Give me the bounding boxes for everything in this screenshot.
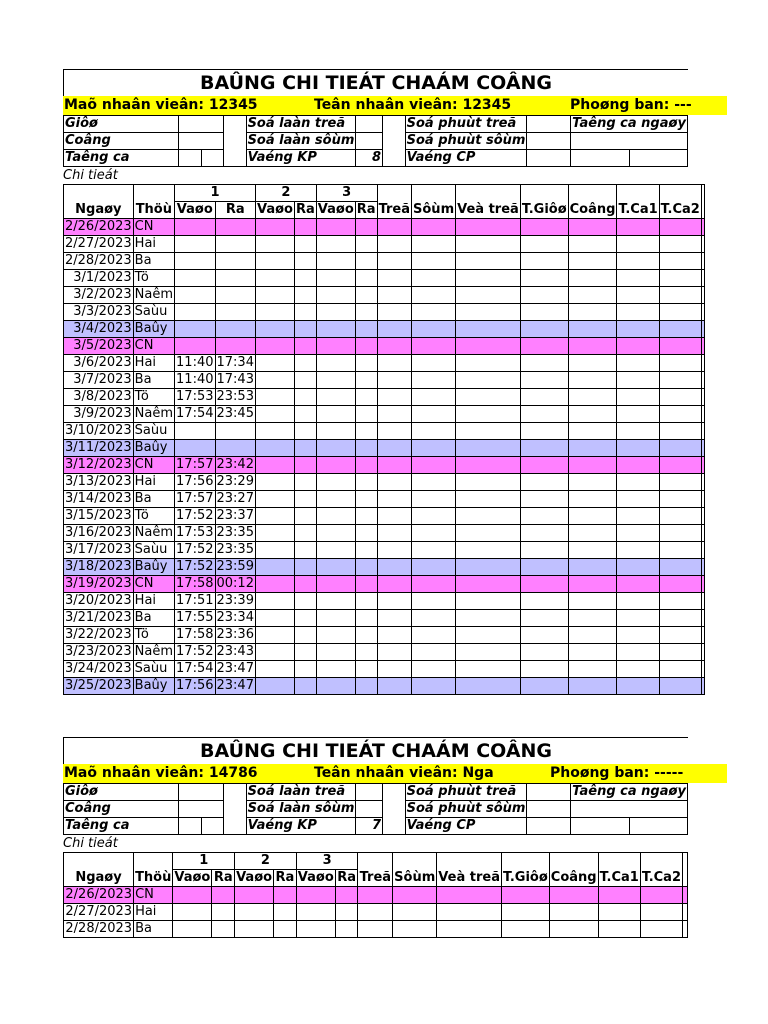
header-tca2: T.Ca2 bbox=[659, 185, 701, 219]
table-row bbox=[64, 406, 705, 423]
row-weekday: Tö bbox=[133, 270, 174, 287]
row-time-in: 17:58 bbox=[176, 627, 214, 642]
row-time-out bbox=[215, 304, 255, 321]
table-row bbox=[64, 236, 705, 253]
table-row bbox=[64, 423, 705, 440]
header-ra: Ra bbox=[215, 202, 255, 219]
row-time-in: 17:54 bbox=[176, 661, 214, 676]
row-date: 3/14/2023 bbox=[65, 491, 132, 506]
employee-info-bar bbox=[63, 764, 727, 783]
tangca-ngay-label: Taêng ca ngaøy bbox=[572, 784, 686, 799]
row-time-out bbox=[215, 321, 255, 338]
header-som: Sôùm bbox=[412, 185, 456, 219]
row-weekday: CN bbox=[134, 887, 173, 904]
row-weekday: Hai bbox=[134, 904, 173, 921]
header-shift-1: 1 bbox=[173, 853, 235, 870]
row-date: 3/7/2023 bbox=[64, 372, 134, 389]
table-row bbox=[64, 287, 705, 304]
header-shift-3: 3 bbox=[316, 185, 377, 202]
row-time-out bbox=[215, 423, 255, 440]
vangcp-label: Vaéng CP bbox=[405, 150, 527, 167]
sophut-tre-label: Soá phuùt treã bbox=[405, 784, 527, 801]
row-date: 3/21/2023 bbox=[65, 610, 132, 625]
row-time-out: 23:39 bbox=[216, 593, 254, 608]
row-weekday: Baûy bbox=[133, 559, 174, 576]
row-time-in: 17:55 bbox=[176, 610, 214, 625]
header-cong: Coâng bbox=[549, 853, 598, 887]
header-vao: Vaøo bbox=[317, 202, 354, 217]
vangkp-label: Vaéng KP bbox=[246, 818, 356, 835]
row-date: 3/18/2023 bbox=[65, 559, 132, 574]
header-ra: Ra bbox=[275, 870, 295, 885]
header-tca2: T.Ca2 bbox=[640, 853, 682, 887]
row-date: 3/2/2023 bbox=[64, 287, 134, 304]
tangca-label: Taêng ca bbox=[64, 150, 179, 167]
employee-name: Teân nhaân vieân: Nga bbox=[314, 765, 494, 781]
row-weekday: Baûy bbox=[133, 321, 174, 338]
row-time-in bbox=[175, 270, 215, 287]
employee-info-bar bbox=[63, 96, 727, 115]
row-date: 2/28/2023 bbox=[65, 921, 133, 936]
row-weekday: Hai bbox=[133, 474, 174, 491]
row-weekday: Saùu bbox=[133, 304, 174, 321]
header-vao: Vaøo bbox=[175, 202, 215, 219]
row-time-out bbox=[215, 219, 255, 236]
row-time-in: 17:52 bbox=[176, 542, 214, 557]
row-weekday: Saùu bbox=[133, 661, 174, 678]
header-shift-3: 3 bbox=[296, 853, 358, 870]
row-time-out bbox=[212, 921, 235, 938]
row-time-out: 23:35 bbox=[216, 542, 254, 557]
row-weekday: Hai bbox=[133, 236, 174, 253]
table-row bbox=[64, 338, 705, 355]
table-row bbox=[64, 304, 705, 321]
cong-label: Coâng bbox=[64, 801, 179, 818]
row-time-in bbox=[175, 236, 215, 253]
header-ve-tre: Veà treã bbox=[456, 185, 521, 219]
solan-tre-label: Soá laàn treã bbox=[246, 784, 356, 801]
vangkp-label: Vaéng KP bbox=[246, 150, 356, 167]
summary-table bbox=[63, 783, 688, 835]
row-time-in: 17:53 bbox=[176, 525, 214, 540]
vangkp-value: 7 bbox=[356, 818, 383, 835]
tangca-label: Taêng ca bbox=[64, 818, 179, 835]
sophut-som-label: Soá phuùt sôùm bbox=[406, 133, 526, 148]
row-time-out: 23:59 bbox=[216, 559, 254, 574]
row-time-in bbox=[173, 904, 212, 921]
row-date: 2/26/2023 bbox=[65, 887, 133, 902]
row-date: 3/20/2023 bbox=[65, 593, 132, 608]
row-date: 3/4/2023 bbox=[64, 321, 134, 338]
row-weekday: Naêm bbox=[134, 644, 174, 659]
row-weekday: Tö bbox=[133, 627, 174, 644]
row-time-in bbox=[175, 440, 215, 457]
vangkp-value: 8 bbox=[356, 150, 383, 167]
row-date: 3/3/2023 bbox=[64, 304, 134, 321]
row-time-in bbox=[175, 423, 215, 440]
chitiet-label: Chi tieát bbox=[63, 168, 118, 183]
row-time-in: 11:40 bbox=[176, 372, 214, 387]
row-time-in bbox=[173, 887, 212, 904]
row-time-out bbox=[212, 904, 235, 921]
row-time-in: 17:57 bbox=[176, 457, 214, 472]
row-time-out bbox=[215, 440, 255, 457]
row-time-out bbox=[215, 270, 255, 287]
row-weekday: Ba bbox=[133, 610, 174, 627]
header-shift-1: 1 bbox=[175, 185, 256, 202]
row-time-in: 17:53 bbox=[176, 389, 214, 404]
row-time-out bbox=[215, 236, 255, 253]
row-time-out: 23:29 bbox=[216, 474, 254, 489]
row-time-out bbox=[212, 887, 235, 904]
solan-tre-label: Soá laàn treã bbox=[246, 116, 356, 133]
row-date: 3/22/2023 bbox=[65, 627, 132, 642]
row-time-out: 23:43 bbox=[216, 644, 254, 659]
row-time-in bbox=[175, 253, 215, 270]
row-time-out bbox=[215, 287, 255, 304]
vangcp-label: Vaéng CP bbox=[405, 818, 527, 835]
row-time-in bbox=[175, 321, 215, 338]
row-date: 3/6/2023 bbox=[64, 355, 134, 372]
row-time-in bbox=[173, 921, 212, 938]
row-time-out: 17:43 bbox=[216, 372, 254, 387]
row-weekday: Naêm bbox=[134, 406, 174, 421]
cong-label: Coâng bbox=[64, 133, 179, 150]
header-ra: Ra bbox=[213, 870, 233, 885]
row-date: 3/5/2023 bbox=[64, 338, 134, 355]
row-date: 3/17/2023 bbox=[65, 542, 132, 557]
header-ngay: Ngaøy bbox=[64, 853, 134, 887]
row-weekday: Baûy bbox=[133, 440, 174, 457]
row-weekday: Saùu bbox=[133, 423, 174, 440]
row-time-in: 17:51 bbox=[176, 593, 214, 608]
row-weekday: CN bbox=[133, 338, 174, 355]
table-row bbox=[64, 593, 705, 610]
attendance-sheet-1 bbox=[63, 69, 700, 695]
row-weekday: Hai bbox=[133, 355, 174, 372]
row-time-in: 17:52 bbox=[176, 508, 214, 523]
summary-table bbox=[63, 115, 688, 167]
table-row bbox=[64, 559, 705, 576]
row-date: 3/13/2023 bbox=[65, 474, 132, 489]
row-weekday: Hai bbox=[133, 593, 174, 610]
row-weekday: Tö bbox=[133, 389, 174, 406]
header-som: Sôùm bbox=[393, 853, 437, 887]
header-vao: Vaøo bbox=[236, 870, 273, 885]
header-vao: Vaøo bbox=[297, 870, 334, 885]
table-row bbox=[64, 372, 705, 389]
chitiet-label: Chi tieát bbox=[63, 836, 118, 851]
table-row bbox=[64, 321, 705, 338]
row-date: 2/26/2023 bbox=[65, 219, 132, 234]
row-time-out bbox=[215, 253, 255, 270]
row-time-in: 17:58 bbox=[176, 576, 214, 591]
gio-label: Giôø bbox=[64, 784, 179, 801]
table-row bbox=[64, 440, 705, 457]
header-ra: Ra bbox=[295, 202, 315, 217]
row-time-in: 17:56 bbox=[176, 678, 214, 693]
row-time-out: 23:42 bbox=[216, 457, 254, 472]
header-tca1: T.Ca1 bbox=[617, 185, 659, 219]
header-ve-tre: Veà treã bbox=[437, 853, 502, 887]
header-ngay: Ngaøy bbox=[64, 185, 134, 219]
sophut-tre-label: Soá phuùt treã bbox=[405, 116, 527, 133]
row-weekday: Naêm bbox=[134, 287, 174, 302]
header-tre: Treã bbox=[377, 185, 411, 219]
row-date: 3/16/2023 bbox=[65, 525, 132, 540]
row-date: 3/23/2023 bbox=[65, 644, 132, 659]
row-weekday: CN bbox=[133, 457, 174, 474]
gio-label: Giôø bbox=[64, 116, 179, 133]
header-tre: Treã bbox=[358, 853, 393, 887]
table-row bbox=[64, 508, 705, 525]
header-cong: Coâng bbox=[568, 185, 617, 219]
table-row bbox=[64, 219, 705, 236]
row-date: 3/9/2023 bbox=[64, 406, 134, 423]
row-date: 2/27/2023 bbox=[65, 904, 133, 919]
employee-id: Maõ nhaân vieân: 14786 bbox=[64, 765, 258, 781]
header-shift-2: 2 bbox=[255, 185, 316, 202]
row-time-in: 17:56 bbox=[176, 474, 214, 489]
row-weekday: Naêm bbox=[134, 525, 174, 540]
employee-id: Maõ nhaân vieân: 12345 bbox=[64, 97, 258, 113]
row-date: 3/12/2023 bbox=[65, 457, 132, 472]
header-thu: Thöù bbox=[133, 185, 174, 219]
table-row bbox=[64, 887, 688, 904]
row-date: 3/15/2023 bbox=[65, 508, 132, 523]
row-date: 3/10/2023 bbox=[65, 423, 132, 438]
solan-som-label: Soá laàn sôùm bbox=[247, 133, 355, 148]
row-weekday: Ba bbox=[133, 491, 174, 508]
tangca-ngay-label: Taêng ca ngaøy bbox=[572, 116, 686, 131]
table-row bbox=[64, 661, 705, 678]
header-thu: Thöù bbox=[134, 853, 173, 887]
table-row bbox=[64, 904, 688, 921]
row-date: 3/8/2023 bbox=[64, 389, 134, 406]
row-date: 2/28/2023 bbox=[65, 253, 132, 268]
detail-table bbox=[63, 184, 705, 695]
sophut-som-label: Soá phuùt sôùm bbox=[406, 801, 526, 816]
table-row bbox=[64, 610, 705, 627]
table-row bbox=[64, 389, 705, 406]
header-tgio: T.Giôø bbox=[501, 853, 549, 887]
row-date: 3/19/2023 bbox=[65, 576, 132, 591]
row-weekday: CN bbox=[133, 576, 174, 593]
employee-name: Teân nhaân vieân: 12345 bbox=[314, 97, 512, 113]
attendance-sheet-2 bbox=[63, 737, 688, 938]
row-time-in bbox=[175, 338, 215, 355]
table-row bbox=[64, 253, 705, 270]
sheet-title: BAÛNG CHI TIEÁT CHAÁM COÂNG bbox=[63, 737, 688, 764]
row-time-out: 23:47 bbox=[216, 661, 254, 676]
row-weekday: Ba bbox=[134, 921, 173, 938]
row-time-out: 23:45 bbox=[216, 406, 254, 421]
row-time-out: 23:35 bbox=[216, 525, 254, 540]
detail-table bbox=[63, 852, 688, 938]
table-row bbox=[64, 678, 705, 695]
row-date: 2/27/2023 bbox=[65, 236, 132, 251]
row-time-out bbox=[215, 338, 255, 355]
table-row bbox=[64, 355, 705, 372]
department: Phoøng ban: --- bbox=[570, 97, 692, 113]
row-time-out: 17:34 bbox=[216, 355, 254, 370]
row-time-in bbox=[175, 219, 215, 236]
row-weekday: Tö bbox=[133, 508, 174, 525]
sheet-title: BAÛNG CHI TIEÁT CHAÁM COÂNG bbox=[63, 69, 688, 96]
row-time-out: 23:27 bbox=[216, 491, 254, 506]
table-row bbox=[64, 474, 705, 491]
row-date: 3/11/2023 bbox=[65, 440, 132, 455]
table-row bbox=[64, 525, 705, 542]
table-row bbox=[64, 576, 705, 593]
header-vao: Vaøo bbox=[256, 202, 293, 217]
row-time-out: 23:37 bbox=[216, 508, 254, 523]
row-weekday: CN bbox=[133, 219, 174, 236]
table-row bbox=[64, 644, 705, 661]
table-row bbox=[64, 457, 705, 474]
row-weekday: Saùu bbox=[133, 542, 174, 559]
row-time-out: 23:53 bbox=[216, 389, 254, 404]
row-time-in: 17:52 bbox=[176, 559, 214, 574]
table-row bbox=[64, 542, 705, 559]
header-tgio: T.Giôø bbox=[520, 185, 568, 219]
table-row bbox=[64, 491, 705, 508]
solan-som-label: Soá laàn sôùm bbox=[247, 801, 355, 816]
row-time-in bbox=[175, 304, 215, 321]
table-row bbox=[64, 921, 688, 938]
row-date: 3/1/2023 bbox=[64, 270, 134, 287]
row-date: 3/25/2023 bbox=[65, 678, 132, 693]
row-time-in bbox=[175, 287, 215, 304]
department: Phoøng ban: ----- bbox=[550, 765, 684, 781]
table-row bbox=[64, 270, 705, 287]
header-shift-2: 2 bbox=[235, 853, 297, 870]
row-time-out: 00:12 bbox=[216, 576, 254, 591]
header-ra: Ra bbox=[356, 202, 376, 217]
table-row bbox=[64, 627, 705, 644]
row-time-in: 17:52 bbox=[176, 644, 214, 659]
header-tca1: T.Ca1 bbox=[598, 853, 640, 887]
row-time-in: 17:57 bbox=[176, 491, 214, 506]
row-time-in: 17:54 bbox=[176, 406, 214, 421]
header-ra: Ra bbox=[337, 870, 357, 885]
row-weekday: Ba bbox=[133, 372, 174, 389]
row-weekday: Ba bbox=[133, 253, 174, 270]
header-vao: Vaøo bbox=[174, 870, 211, 885]
row-weekday: Baûy bbox=[133, 678, 174, 695]
row-time-in: 11:40 bbox=[176, 355, 214, 370]
row-time-out: 23:36 bbox=[216, 627, 254, 642]
row-time-out: 23:47 bbox=[216, 678, 254, 693]
row-time-out: 23:34 bbox=[216, 610, 254, 625]
row-date: 3/24/2023 bbox=[65, 661, 132, 676]
